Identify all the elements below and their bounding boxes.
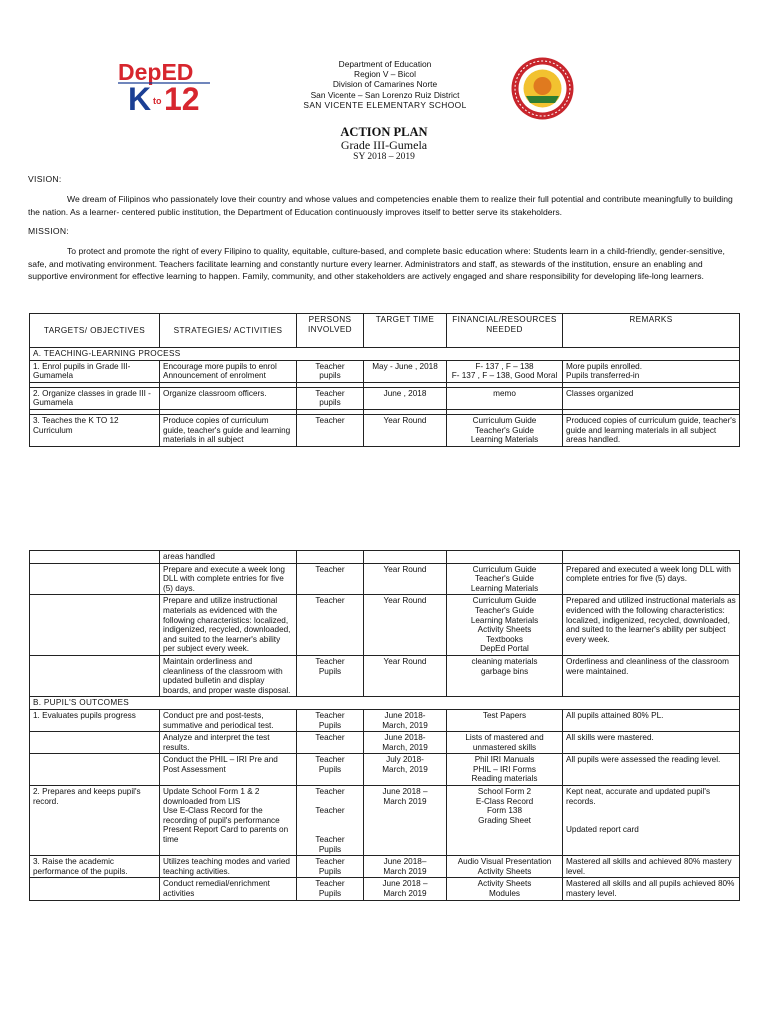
table-row [30,878,740,900]
cell-remarks: Kept neat, accurate and updated pupil's records. Updated report card [563,786,740,856]
school-year: SY 2018 – 2019 [353,152,415,162]
cell-resources: Lists of mastered and unmastered skills [447,732,563,754]
cell-persons: Teacher pupils [297,360,364,382]
cell-remarks: Mastered all skills and all pupils achieved 80% mastery level. [563,878,740,900]
cell-remarks: Produced copies of curriculum guide, teacher's guide and learning materials in all subject areas handled. [563,414,740,446]
cell-persons [297,551,364,564]
cell-remarks: Prepared and utilized instructional materials as evidenced with the following characteristics: localized, indigenized, recycled, downloaded, and suited to the learner's ability per subject every week. [563,595,740,656]
cell-strategy: Prepare and execute a week long DLL with complete entries for five (5) days. [160,563,297,595]
cell-persons: Teacher Pupils [297,709,364,731]
cell-persons: Teacher Teacher Teacher Pupils [297,786,364,856]
cell-persons: Teacher [297,595,364,656]
cell-persons: Teacher Pupils [297,856,364,878]
table-row [30,595,740,656]
table-row [30,563,740,595]
cell-persons: Teacher [297,414,364,446]
cell-objective [30,551,160,564]
cell-remarks: All pupils attained 80% PL. [563,709,740,731]
cell-persons: Teacher [297,732,364,754]
table-row [30,856,740,878]
cell-remarks [563,551,740,564]
header-line-school: SAN VICENTE ELEMENTARY SCHOOL [303,99,467,110]
cell-remarks: Prepared and executed a week long DLL with complete entries for five (5) days. [563,563,740,595]
cell-target-time: June 2018- March, 2019 [364,709,447,731]
cell-target-time: Year Round [364,655,447,696]
cell-target-time: June 2018– March 2019 [364,856,447,878]
cell-remarks: Orderliness and cleanliness of the classroom were maintained. [563,655,740,696]
cell-persons: Teacher Pupils [297,655,364,696]
section-b-label: B. PUPIL'S OUTCOMES [30,697,740,710]
cell-resources: cleaning materials garbage bins [447,655,563,696]
action-plan-table-page1 [29,313,740,447]
cell-resources: School Form 2 E-Class Record Form 138 Grading Sheet [447,786,563,856]
logo-text-to: to [153,96,162,106]
vision-text: We dream of Filipinos who passionately love their country and whose values and competencies enable them to realize their full potential and contribute meaningfully to building the nation. As a learner- centered public institution, the Department of Education continuously improves itself to better serve its stakeholders. [28,194,733,217]
cell-objective [30,732,160,754]
cell-objective [30,754,160,786]
cell-strategy: Analyze and interpret the test results. [160,732,297,754]
cell-resources: Test Papers [447,709,563,731]
mission-label: MISSION: [28,226,70,236]
cell-target-time: June 2018- March, 2019 [364,732,447,754]
cell-remarks: Classes organized [563,387,740,409]
cell-strategy: Conduct pre and post-tests, summative and periodical test. [160,709,297,731]
cell-resources: F- 137 , F – 138 F- 137 , F – 138, Good Moral [447,360,563,382]
cell-strategy: areas handled [160,551,297,564]
header-target-time: TARGET TIME [364,314,447,348]
cell-resources: Curriculum Guide Teacher's Guide Learning Materials [447,563,563,595]
logo-text-12: 12 [164,81,200,114]
header-persons: PERSONS INVOLVED [297,314,364,348]
cell-strategy: Update School Form 1 & 2 downloaded from LIS Use E-Class Record for the recording of pupil's performance Present Report Card to parents on time [160,786,297,856]
cell-target-time: Year Round [364,414,447,446]
cell-remarks: All pupils were assessed the reading level. [563,754,740,786]
cell-strategy: Encourage more pupils to enrol Announcement of enrolment [160,360,297,382]
action-plan-table-page2 [29,550,740,901]
table-row [30,414,740,446]
cell-strategy: Maintain orderliness and cleanliness of the classroom with updated bulletin and display boards, and proper waste disposal. [160,655,297,696]
header-line-region: Region V – Bicol [354,69,416,80]
header-line-district: San Vicente – San Lorenzo Ruiz District [310,89,460,100]
table-row [30,732,740,754]
logo-text-deped: DepED [118,59,194,85]
logo-text-k: K [128,81,152,114]
cell-strategy: Conduct remedial/enrichment activities [160,878,297,900]
cell-remarks: All skills were mastered. [563,732,740,754]
section-a-label: A. TEACHING-LEARNING PROCESS [30,348,740,361]
cell-objective [30,655,160,696]
cell-objective: 1. Evaluates pupils progress [30,709,160,731]
cell-resources [447,551,563,564]
cell-objective: 3. Teaches the K TO 12 Curriculum [30,414,160,446]
deped-k12-logo [112,58,252,114]
section-row [30,348,740,361]
table-row [30,709,740,731]
cell-remarks: More pupils enrolled. Pupils transferred-in [563,360,740,382]
section-row [30,697,740,710]
cell-persons: Teacher pupils [297,387,364,409]
cell-target-time [364,551,447,564]
cell-resources: Activity Sheets Modules [447,878,563,900]
cell-resources: Curriculum Guide Teacher's Guide Learning Materials Activity Sheets Textbooks DepEd Portal [447,595,563,656]
cell-remarks: Mastered all skills and achieved 80% mastery level. [563,856,740,878]
school-header [260,59,510,110]
table-row [30,786,740,856]
cell-objective [30,563,160,595]
cell-objective: 3. Raise the academic performance of the pupils. [30,856,160,878]
cell-persons: Teacher [297,563,364,595]
mission-text: To protect and promote the right of every Filipino to quality, equitable, culture-based, and complete basic education where: Students learn in a child-friendly, gender-sensitive, safe, and motivating environment. Teachers facilitate learning and constantly nurture every learner. Administrators and staff, as stewards of the institution, ensure an enabling and supportive environment for effective learning to happen. Family, community, and other stakeholders are actively engaged and share responsibility for developing life-long learners. [28,246,725,281]
cell-target-time: June , 2018 [364,387,447,409]
table-row [30,360,740,382]
header-line-deped: Department of Education [338,59,432,69]
table-row [30,387,740,409]
cell-target-time: Year Round [364,595,447,656]
table-row [30,655,740,696]
cell-resources: Phil IRI Manuals PHIL – IRI Forms Reading materials [447,754,563,786]
cell-objective [30,878,160,900]
table-row [30,754,740,786]
cell-target-time: Year Round [364,563,447,595]
header-strategies: STRATEGIES/ ACTIVITIES [160,314,297,348]
cell-target-time: May - June , 2018 [364,360,447,382]
grade-section: Grade III-Gumela [340,138,428,152]
cell-target-time: July 2018- March, 2019 [364,754,447,786]
cell-strategy: Utilizes teaching modes and varied teaching activities. [160,856,297,878]
vision-label: VISION: [28,174,62,184]
cell-objective [30,595,160,656]
table-row [30,551,740,564]
cell-resources: Curriculum Guide Teacher's Guide Learning Materials [447,414,563,446]
cell-objective: 1. Enrol pupils in Grade III-Gumamela [30,360,160,382]
cell-target-time: June 2018 – March 2019 [364,878,447,900]
cell-strategy: Produce copies of curriculum guide, teacher's guide and learning materials in all subject [160,414,297,446]
cell-target-time: June 2018 – March 2019 [364,786,447,856]
header-targets: TARGETS/ OBJECTIVES [30,314,160,348]
cell-strategy: Organize classroom officers. [160,387,297,409]
cell-persons: Teacher Pupils [297,754,364,786]
header-remarks: REMARKS [563,314,740,348]
cell-resources: memo [447,387,563,409]
cell-strategy: Prepare and utilize instructional materials as evidenced with the following characteristics: localized, indigenized, recycled, downloaded, and suited to the learner's ability per subject every week. [160,595,297,656]
table-header-row [30,314,740,348]
school-seal-icon [510,56,575,121]
header-resources: FINANCIAL/RESOURCES NEEDED [447,314,563,348]
cell-resources: Audio Visual Presentation Activity Sheets [447,856,563,878]
cell-objective: 2. Organize classes in grade III - Gumamela [30,387,160,409]
cell-strategy: Conduct the PHIL – IRI Pre and Post Assessment [160,754,297,786]
cell-objective: 2. Prepares and keeps pupil's record. [30,786,160,856]
header-line-division: Division of Camarines Norte [332,79,438,90]
page-title: ACTION PLAN [340,125,428,139]
cell-persons: Teacher Pupils [297,878,364,900]
